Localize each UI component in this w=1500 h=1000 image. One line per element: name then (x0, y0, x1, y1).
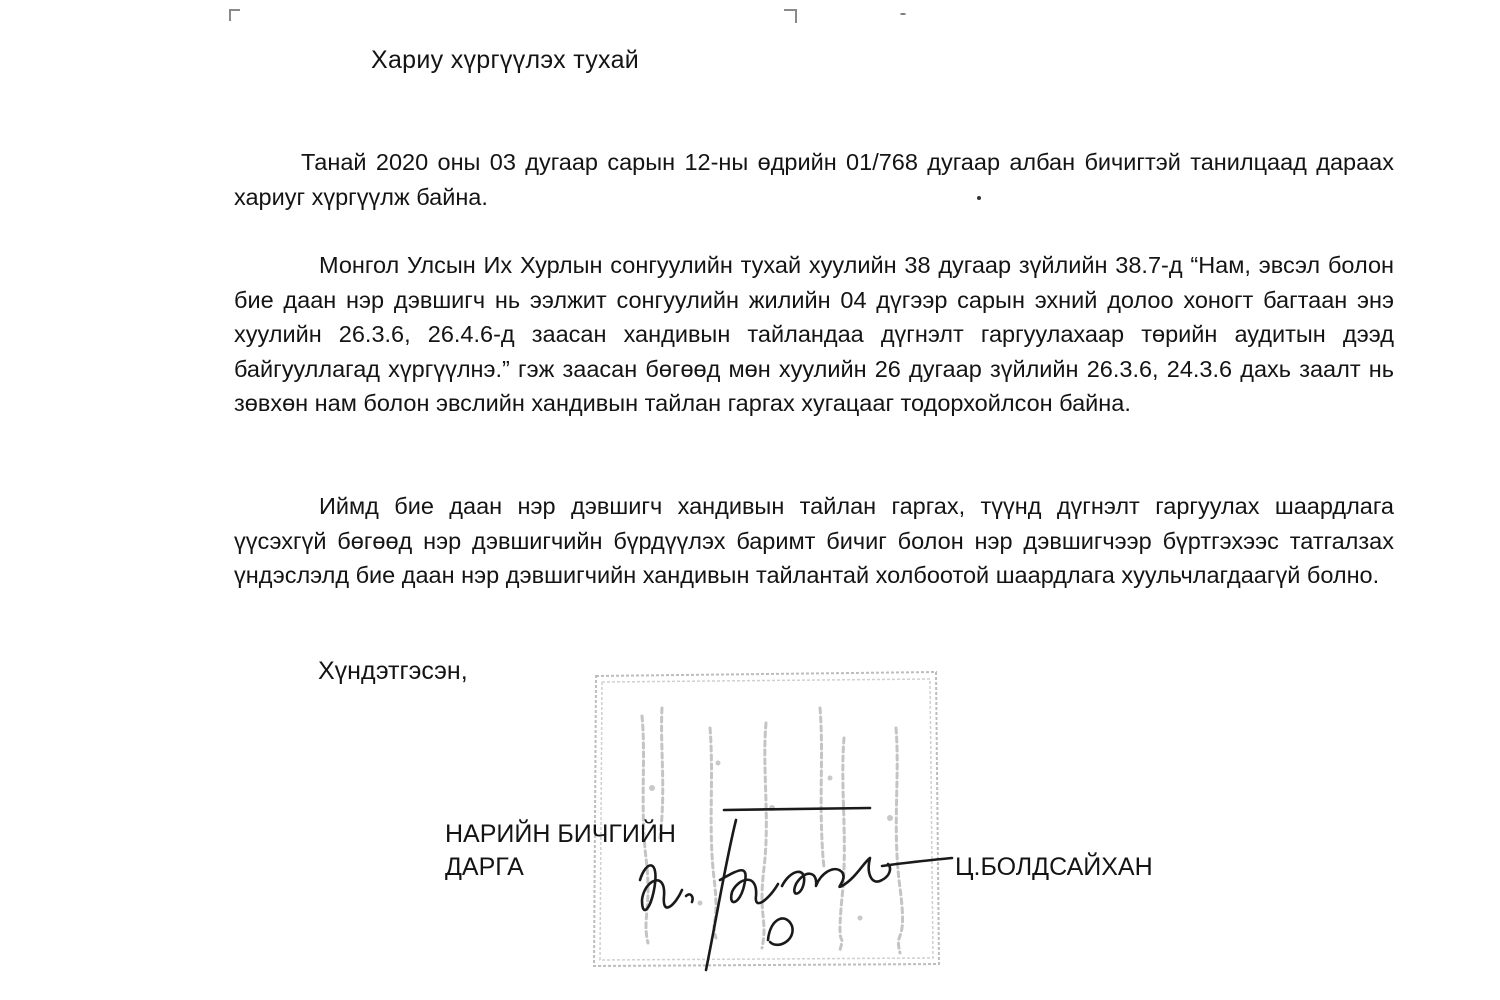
closing-salutation: Хүндэтгэсэн, (318, 657, 468, 685)
letter-subject: Хариу хүргүүлэх тухай (371, 46, 640, 74)
paragraph-conclusion: Иймд бие даан нэр дэвшигч хандивын тайлан гаргах, түүнд дүгнэлт гаргуулах шаардлага үүсэхгүй бөгөөд нэр дэвшигчийн бүрдүүлэх баримт бичиг болон нэр дэвшигчээр бүртгэхээс татгалзах үндэслэлд бие даан нэр дэвшигчийн хандивын тайлантай холбоотой шаардлага хуульчлагдаагүй болно. (234, 493, 1394, 588)
signer-title-line2: ДАРГА (445, 853, 524, 881)
scan-speck (900, 13, 906, 15)
scan-corner-mark-right (784, 9, 797, 23)
paragraph-law-reference: Монгол Улсын Их Хурлын сонгуулийн тухай хуулийн 38 дугаар зүйлийн 38.7-д “Нам, эвсэл болон бие даан нэр дэвшигч нь ээлжит сонгуулийн жилийн 04 дүгээр сарын эхний долоо хоногт багтаан энэ хуулийн 26.3.6, 26.4.6-д заасан хандивын тайландаа дүгнэлт гаргуулахаар төрийн аудитын дээд байгууллагад хүргүүлнэ.” гэж заасан бөгөөд мөн хуулийн 26 дугаар зүйлийн 26.3.6, 24.3.6 дахь заалт нь зөвхөн нам болон эвслийн хандивын тайлан гаргах хугацааг тодорхойлсон байна. (234, 252, 1394, 416)
paragraph-intro: Танай 2020 оны 03 дугаар сарын 12-ны өдрийн 01/768 дугаар албан бичигтэй танилцаад дараах хариуг хүргүүлж байна. (234, 149, 1394, 210)
signer-title-line1: НАРИЙН БИЧГИЙН (445, 820, 676, 848)
scan-corner-mark-left (229, 9, 240, 21)
handwritten-signature (620, 800, 960, 980)
signer-name: Ц.БОЛДСАЙХАН (955, 853, 1153, 881)
